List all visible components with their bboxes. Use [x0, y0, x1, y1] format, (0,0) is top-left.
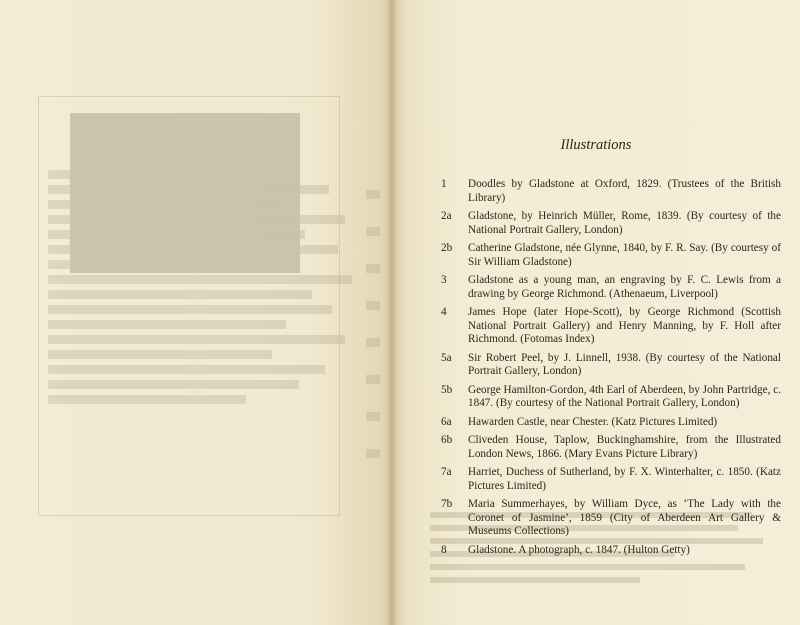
ghost-cover-image	[70, 113, 300, 273]
list-item	[441, 352, 781, 379]
item-number: 4	[441, 306, 447, 318]
illustrations-list	[441, 178, 781, 562]
item-number: 6b	[441, 434, 453, 446]
item-number: 2a	[441, 210, 452, 222]
item-number: 6a	[441, 415, 452, 428]
page-title: Illustrations	[560, 137, 632, 153]
list-item	[441, 498, 781, 539]
list-item	[441, 274, 781, 301]
ghost-page-numbers	[366, 190, 386, 486]
list-item	[441, 544, 781, 558]
item-caption: Gladstone. A photograph, c. 1847. (Hulton Getty)	[468, 543, 690, 556]
item-number: 8	[441, 543, 447, 556]
list-item	[441, 242, 781, 269]
list-item	[441, 416, 781, 430]
item-caption: Gladstone as a young man, an engraving by F. C. Lewis from a drawing by George Richmond. (Athenaeum, Liverpool)	[468, 274, 781, 300]
item-caption: Hawarden Castle, near Chester. (Katz Pictures Limited)	[468, 415, 718, 428]
item-number: 5a	[441, 351, 452, 364]
item-number: 5b	[441, 383, 453, 396]
list-item	[441, 306, 781, 347]
item-number: 3	[441, 274, 447, 286]
item-number: 7b	[441, 498, 453, 510]
item-number: 1	[441, 178, 447, 190]
list-item	[441, 384, 781, 411]
list-item	[441, 210, 781, 237]
item-caption: Sir Robert Peel, by J. Linnell, 1938. (By courtesy of the National Portrait Gallery, London)	[468, 351, 781, 377]
item-caption: Cliveden House, Taplow, Buckinghamshire, from the Illustrated London News, 1866. (Mary Evans Picture Library)	[468, 434, 781, 460]
item-caption: George Hamilton-Gordon, 4th Earl of Aberdeen, by John Partridge, c. 1847. (By courtesy of the National Portrait Gallery, London)	[468, 383, 781, 409]
item-caption: Harriet, Duchess of Sutherland, by F. X. Winterhalter, c. 1850. (Katz Pictures Limited)	[468, 466, 781, 492]
item-caption: Gladstone, by Heinrich Müller, Rome, 1839. (By courtesy of the National Portrait Gallery, London)	[468, 210, 781, 236]
item-caption: Catherine Gladstone, née Glynne, 1840, by F. R. Say. (By courtesy of Sir William Gladstone)	[468, 242, 781, 268]
show-through-content	[0, 0, 392, 625]
ghost-text-lines	[48, 170, 378, 410]
ghost-frame	[38, 96, 340, 516]
item-caption: Maria Summerhayes, by William Dyce, as ‘The Lady with the Coronet of Jasmine’, 1859 (City of Aberdeen Art Gallery & Museums Collections)	[468, 498, 781, 537]
item-caption: Doodles by Gladstone at Oxford, 1829. (Trustees of the British Library)	[468, 178, 781, 204]
list-item	[441, 178, 781, 205]
item-number: 7a	[441, 466, 452, 478]
left-page	[0, 0, 392, 625]
list-item	[441, 434, 781, 461]
item-number: 2b	[441, 242, 453, 254]
list-item	[441, 466, 781, 493]
book-gutter	[386, 0, 398, 625]
item-caption: James Hope (later Hope-Scott), by George Richmond (Scottish National Portrait Gallery) and Henry Manning, by F. Holl after Richmond. (Fotomas Index)	[468, 306, 781, 345]
